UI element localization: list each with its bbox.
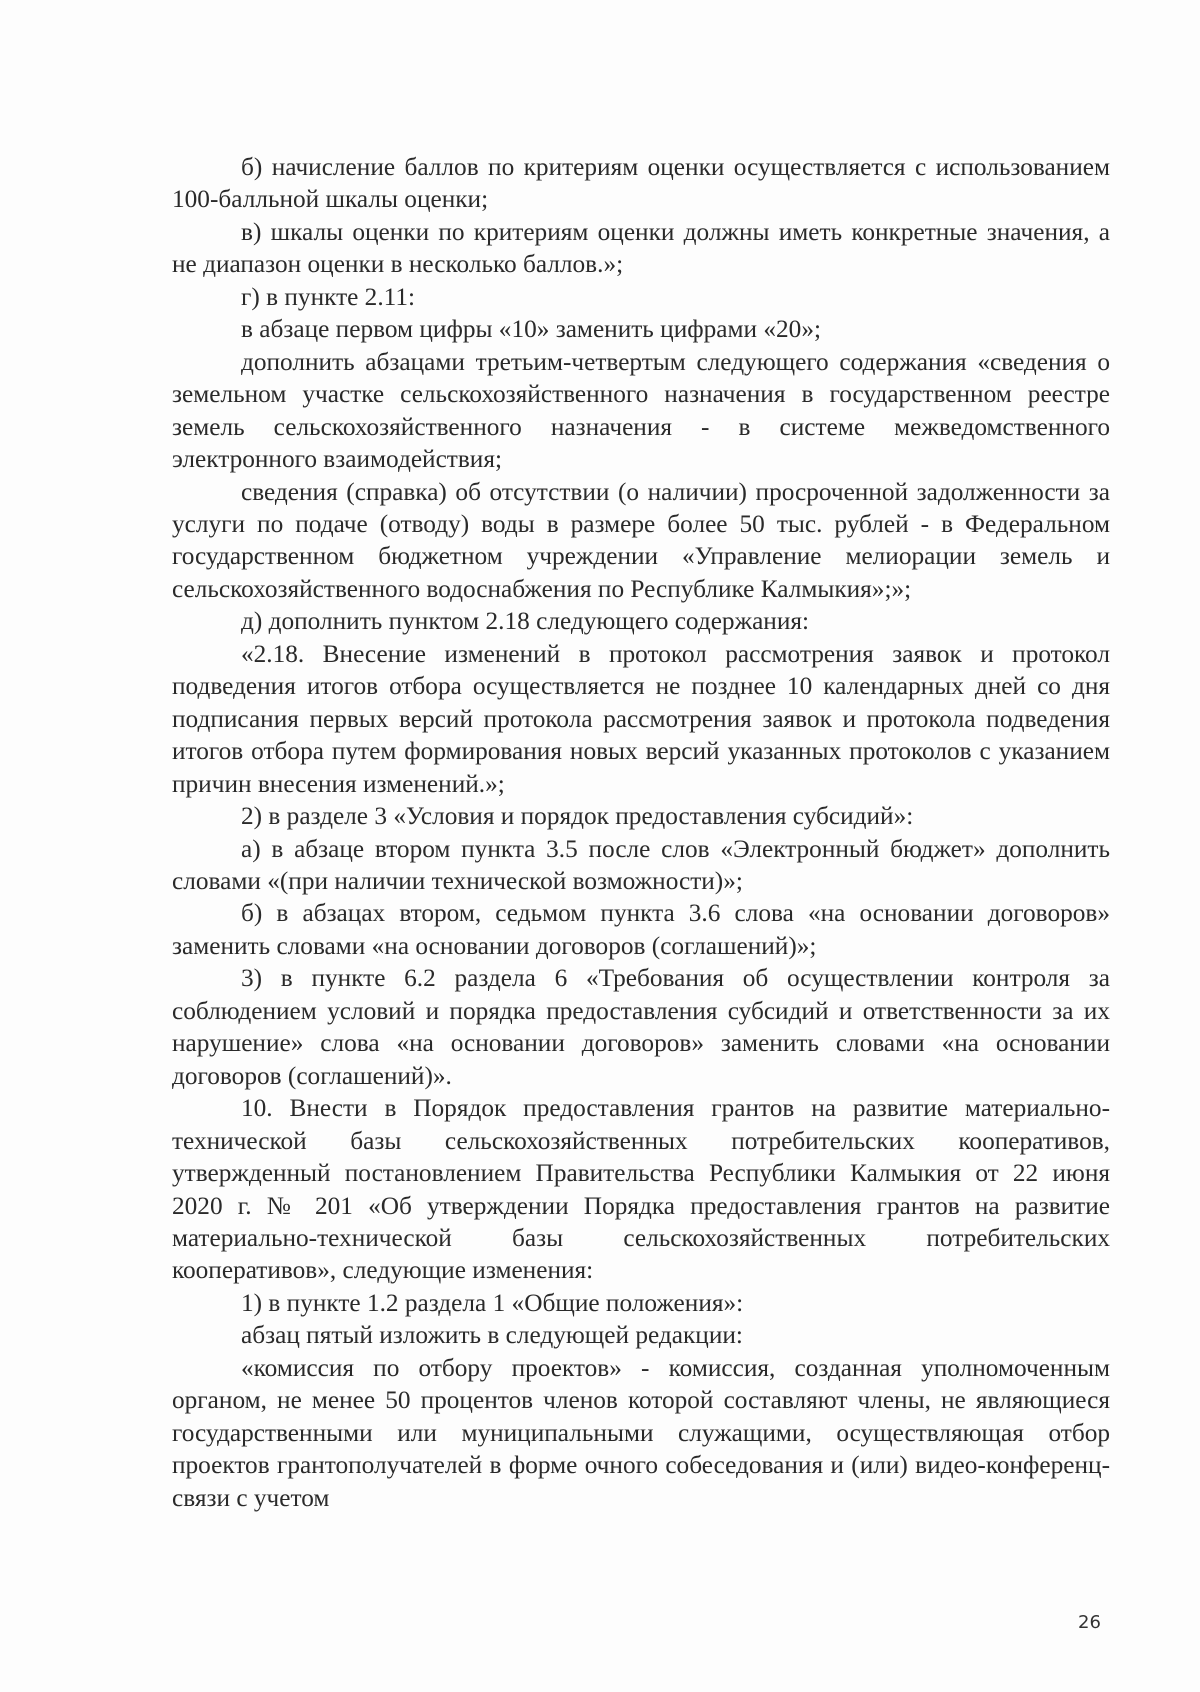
paragraph-d-point-2-18: д) дополнить пунктом 2.18 следующего содержания: — [241, 607, 810, 636]
paragraph-add-abzacs: дополнить абзацами третьим-четвертым следующего содержания «сведения о земельном участке сельскохозяйственного назначения в государственном реестре земель сельскохозяйственного назначения - в системе межведомственного электронного взаимодействия; — [172, 347, 1110, 474]
paragraph-10-grants-order: 10. Внести в Порядок предоставления грантов на развитие материально-технической базы сельскохозяйственных потребительских кооперативов, утвержденный постановлением Правительства Республики Калмыкия от 22 июня 2020 г. № 201 «Об утверждении Порядка предоставления грантов на развитие материально-технической базы сельскохозяйственных потребительских кооперативов», следующие изменения: — [172, 1094, 1110, 1285]
paragraph-b-scoring: б) начисление баллов по критериям оценки осуществляется с использованием 100-балльной шкалы оценки; — [172, 153, 1110, 214]
paragraph-point-1-2: 1) в пункте 1.2 раздела 1 «Общие положения»: — [241, 1288, 744, 1317]
paragraph-commission-definition: «комиссия по отбору проектов» - комиссия, созданная уполномоченным органом, не менее 50 процентов членов которой составляют члены, не являющиеся государственными или муниципальными служащими, осуществляющая отбор проектов грантополучателей в форме очного собеседования и (или) видео-конференц-связи с учетом — [172, 1353, 1110, 1512]
paragraph-point-6-2: 3) в пункте 6.2 раздела 6 «Требования об осуществлении контроля за соблюдением условий и порядка предоставления субсидий и ответственности за их нарушение» слова «на основании договоров» заменить словами «на основании договоров (соглашений)». — [172, 964, 1110, 1090]
page-number: 26 — [1078, 1612, 1101, 1633]
paragraph-b-point-3-6: б) в абзацах втором, седьмом пункта 3.6 слова «на основании договоров» заменить словами «на основании договоров (соглашений)»; — [172, 899, 1110, 960]
paragraph-debt-info: сведения (справка) об отсутствии (о наличии) просроченной задолженности за услуги по подаче (отводу) воды в размере более 50 тыс. рублей - в Федеральном государственном бюджетном учреждении «Управление мелиорации земель и сельскохозяйственного водоснабжения по Республике Калмыкия»;»; — [172, 477, 1110, 603]
paragraph-section-3: 2) в разделе 3 «Условия и порядок предоставления субсидий»: — [241, 802, 914, 831]
paragraph-2-18-text: «2.18. Внесение изменений в протокол рассмотрения заявок и протокол подведения итогов отбора осуществляется не позднее 10 календарных дней со дня подписания первых версий протокола рассмотрения заявок и протокола подведения итогов отбора путем формирования новых версий указанных протоколов с указанием причин внесения изменений.»; — [172, 639, 1110, 798]
paragraph-fifth-abzac: абзац пятый изложить в следующей редакции: — [241, 1321, 743, 1350]
paragraph-first-abzac-digits: в абзаце первом цифры «10» заменить цифрами «20»; — [241, 315, 822, 344]
document-body — [172, 151, 1110, 1514]
paragraph-a-point-3-5: а) в абзаце втором пункта 3.5 после слов «Электронный бюджет» дополнить словами «(при наличии технической возможности)»; — [172, 834, 1110, 895]
paragraph-g-point-2-11: г) в пункте 2.11: — [241, 282, 416, 311]
paragraph-v-scales: в) шкалы оценки по критериям оценки должны иметь конкретные значения, а не диапазон оценки в несколько баллов.»; — [172, 217, 1110, 279]
